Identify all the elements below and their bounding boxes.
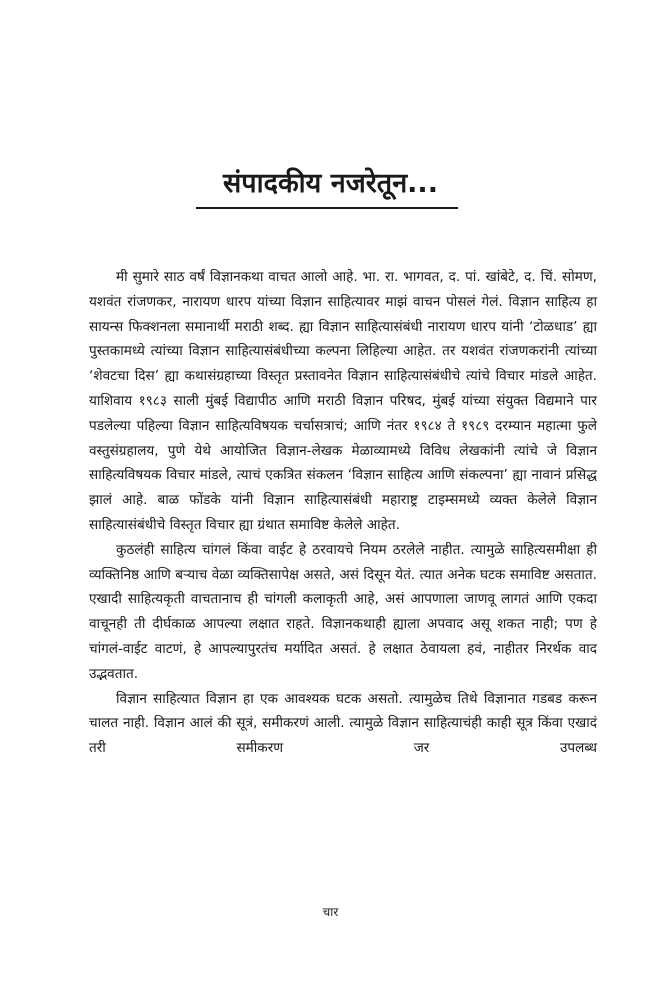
paragraph-2: कुठलंही साहित्य चांगलं किंवा वाईट हे ठरवायचे नियम ठरलेले नाहीत. त्यामुळे साहित्यसमीक्षा ही व्यक्तिनिष्ठ आणि बऱ्याच वेळा व्यक्तिसापेक्ष असते, असं दिसून येतं. त्यात अनेक घटक समाविष्ट असतात. एखादी साहित्यकृती वाचतानाच ही चांगली कलाकृती आहे, असं आपणाला जाणवू लागतं आणि एकदा वाचूनही ती दीर्घकाळ आपल्या लक्षात राहते. विज्ञानकथाही ह्याला अपवाद असू शकत नाही; पण हे चांगलं-वाईट वाटणं, हे आपल्यापुरतंच मर्यादित असतं. हे लक्षात ठेवायला हवं, नाहीतर निरर्थक वाद उद्भवतात.: [89, 541, 597, 682]
paragraph-1: मी सुमारे साठ वर्षं विज्ञानकथा वाचत आलो आहे. भा. रा. भागवत, द. पां. खांबेटे, द. चिं. सोमण, यशवंत रांजणकर, नारायण धारप यांच्या विज्ञान साहित्यावर माझं वाचन पोसलं गेलं. विज्ञान साहित्य हा सायन्स फिक्शनला समानार्थी मराठी शब्द. ह्या विज्ञान साहित्यासंबंधी नारायण धारप यांनी ‘टोळधाड’ ह्या पुस्तकामध्ये त्यांच्या विज्ञान साहित्यासंबंधीच्या कल्पना लिहिल्या आहेत. तर यशवंत रांजणकरांनी त्यांच्या ‘शेवटचा दिस’ ह्या कथासंग्रहाच्या विस्तृत प्रस्तावनेत विज्ञान साहित्यासंबंधीचे त्यांचे विचार मांडले आहेत. याशिवाय १९८३ साली मुंबई विद्यापीठ आणि मराठी विज्ञान परिषद, मुंबई यांच्या संयुक्त विद्यमाने पार पडलेल्या पहिल्या विज्ञान साहित्यविषयक चर्चासत्राचं; आणि नंतर १९८४ ते १९८९ दरम्यान महात्मा फुले वस्तुसंग्रहालय, पुणे येथे आयोजित विज्ञान-लेखक मेळाव्यामध्ये विविध लेखकांनी त्यांचे जे विज्ञान साहित्यविषयक विचार मांडले, त्याचं एकत्रित संकलन ‘विज्ञान साहित्य आणि संकल्पना’ ह्या नावानं प्रसिद्ध झालं आहे. बाळ फोंडके यांनी विज्ञान साहित्यासंबंधी महाराष्ट्र टाइम्समध्ये व्यक्त केलेले विज्ञान साहित्यासंबंधीचे विस्तृत विचार ह्या ग्रंथात समाविष्ट केलेले आहेत.: [89, 269, 597, 533]
title-underline: [196, 207, 458, 209]
page-number: चार: [322, 905, 339, 919]
body-text: [89, 265, 597, 761]
page-title: संपादकीय नजरेतून...: [223, 168, 438, 199]
paragraph-3: विज्ञान साहित्यात विज्ञान हा एक आवश्यक घटक असतो. त्यामुळेच तिथे विज्ञानात गडबड करून चालत नाही. विज्ञान आलं की सूत्रं, समीकरणं आली. त्यामुळे विज्ञान साहित्याचंही काही सूत्र किंवा एखादं तरी समीकरण जर उपलब्ध: [89, 690, 597, 757]
